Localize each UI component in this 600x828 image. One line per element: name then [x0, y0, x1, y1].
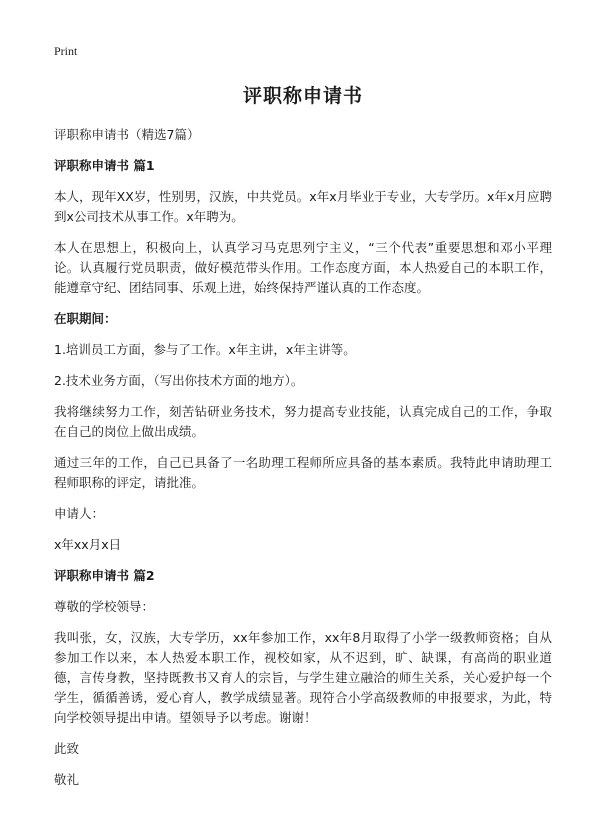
document-subtitle: 评职称申请书（精选7篇）: [54, 127, 200, 142]
section1-list-item: 2.技术业务方面，（写出你技术方面的地方）。: [54, 373, 304, 388]
section1-paragraph: 我将继续努力工作，刻苦钻研业务技术，努力提高专业技能，认真完成自己的工作，争取在自己的岗位上做出成绩。: [54, 404, 552, 439]
section1-paragraph: 本人，现年XX岁，性别男，汉族，中共党员。x年x月毕业于专业，大专学历。x年x月应聘到x公司技术从事工作。x年聘为。: [54, 189, 552, 224]
date-line: x年xx月x日: [54, 537, 122, 552]
section1-paragraph: 本人在思想上，积极向上，认真学习马克思列宁主义，“三个代表”重要思想和邓小平理论。认真履行党员职责，做好模范带头作用。工作态度方面，本人热爱自己的本职工作，能遵章守纪、团结同事、乐观上进，始终保持严谨认真的工作态度。: [54, 240, 552, 295]
section1-list-item: 1.培训员工方面，参与了工作。x年主讲，x年主讲等。: [54, 342, 356, 357]
section2-body: 我叫张，女，汉族，大专学历，xx年参加工作，xx年8月取得了小学一级教师资格；自从参加工作以来，本人热爱本职工作，视校如家，从不迟到，旷、缺课，有高尚的职业道德，言传身教，坚持既教书又育人的宗旨，与学生建立融洽的师生关系，关心爱护每一个学生，循循善诱，爱心育人，教学成绩显著。现符合小学高级教师的申报要求，为此，特向学校领导提出申请。望领导予以考虑。谢谢！: [54, 630, 552, 725]
print-label: Print: [54, 44, 78, 58]
section1-heading: 评职称申请书 篇1: [54, 158, 155, 173]
section2-heading: 评职称申请书 篇2: [54, 568, 155, 583]
section1-subheading: 在职期间：: [54, 311, 117, 326]
applicant-line: 申请人：: [54, 506, 105, 521]
section2-closing: 敬礼: [54, 772, 80, 787]
section2-closing: 此致: [54, 741, 80, 756]
page-title: 评职称申请书: [242, 85, 363, 107]
section2-salutation: 尊敬的学校领导：: [54, 599, 155, 614]
section1-paragraph: 通过三年的工作，自己已具备了一名助理工程师所应具备的基本素质。我特此申请助理工程师职称的评定，请批准。: [54, 455, 552, 490]
